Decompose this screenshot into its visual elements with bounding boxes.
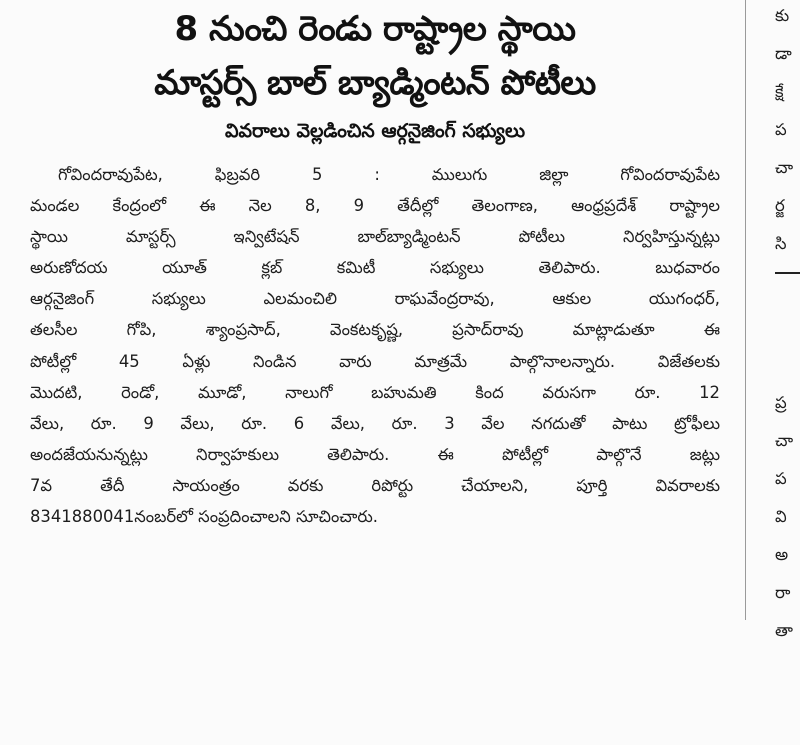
body-line: అరుణోదయ యూత్ క్లబ్ కమిటీ సభ్యులు తెలిపారు. బుధవారం: [30, 258, 720, 278]
side-fragment: కు: [775, 6, 790, 25]
body-line: తలసీల గోపి, శ్యాంప్రసాద్, వెంకటకృష్ణ, ప్రసాద్‌రావు మాట్లాడుతూ ఈ: [30, 320, 720, 340]
side-fragment: రా: [775, 583, 791, 602]
side-fragment: ప: [775, 469, 787, 488]
body-line: పోటీల్లో 45 ఏళ్లు నిండిన వారు మాత్రమే పాల్గొనాలన్నారు. విజేతలకు: [30, 351, 720, 371]
body-line: స్థాయి మాస్టర్స్ ఇన్విటేషన్ బాల్‌బ్యాడ్మింటన్ పోటీలు నిర్వహిస్తున్నట్లు: [30, 227, 720, 247]
body-line: మండల కేంద్రంలో ఈ నెల 8, 9 తేదీల్లో తెలంగాణ, ఆంధ్రప్రదేశ్ రాష్ట్రాల: [30, 196, 720, 216]
body-line: ఆర్గనైజింగ్ సభ్యులు ఎలమంచిలి రాఘవేంద్రరావు, ఆకుల యుగంధర్,: [30, 289, 720, 309]
adjacent-column-fragment: [775, 0, 800, 745]
side-fragment: చా: [775, 158, 794, 177]
side-fragment: ప: [775, 120, 787, 139]
article: [30, 0, 720, 532]
body-line: 7వ తేదీ సాయంత్రం వరకు రిపోర్టు చేయాలని, పూర్తి వివరాలకు: [30, 475, 720, 495]
side-fragment: చా: [775, 431, 794, 450]
side-fragment: ర్జ: [775, 196, 785, 215]
side-fragment: డా: [775, 44, 792, 63]
body-line: గోవిందరావుపేట, ఫిబ్రవరి 5 : ములుగు జిల్లా గోవిందరావుపేట: [58, 165, 720, 184]
body-line: మొదటి, రెండో, మూడో, నాలుగో బహుమతి కింద వరుసగా రూ. 12: [30, 382, 720, 402]
side-fragment: అ: [775, 545, 789, 564]
side-fragment: సి: [775, 234, 787, 253]
headline-line-2: మాస్టర్స్ బాల్ బ్యాడ్మింటన్ పోటీలు: [154, 63, 596, 103]
body-line: 8341880041నంబర్‌లో సంప్రదించాలని సూచించారు.: [30, 507, 378, 527]
column-divider: [745, 0, 746, 620]
side-rule: [775, 272, 800, 274]
side-fragment: క్షే: [775, 82, 784, 101]
subheadline: వివరాలు వెల్లడించిన ఆర్గనైజింగ్ సభ్యులు: [224, 120, 526, 142]
article-body: [30, 159, 720, 532]
headline-line-1: 8 నుంచి రెండు రాష్ట్రాల స్థాయి: [174, 9, 576, 49]
side-fragment: తా: [775, 621, 793, 640]
side-fragment: వి: [775, 507, 787, 526]
body-line: అందజేయనున్నట్లు నిర్వాహకులు తెలిపారు. ఈ పోటీల్లో పాల్గొనే జట్లు: [30, 444, 720, 464]
side-fragment: ప్ర: [775, 393, 787, 412]
body-line: వేలు, రూ. 9 వేలు, రూ. 6 వేలు, రూ. 3 వేల నగదుతో పాటు ట్రోఫీలు: [30, 413, 720, 433]
